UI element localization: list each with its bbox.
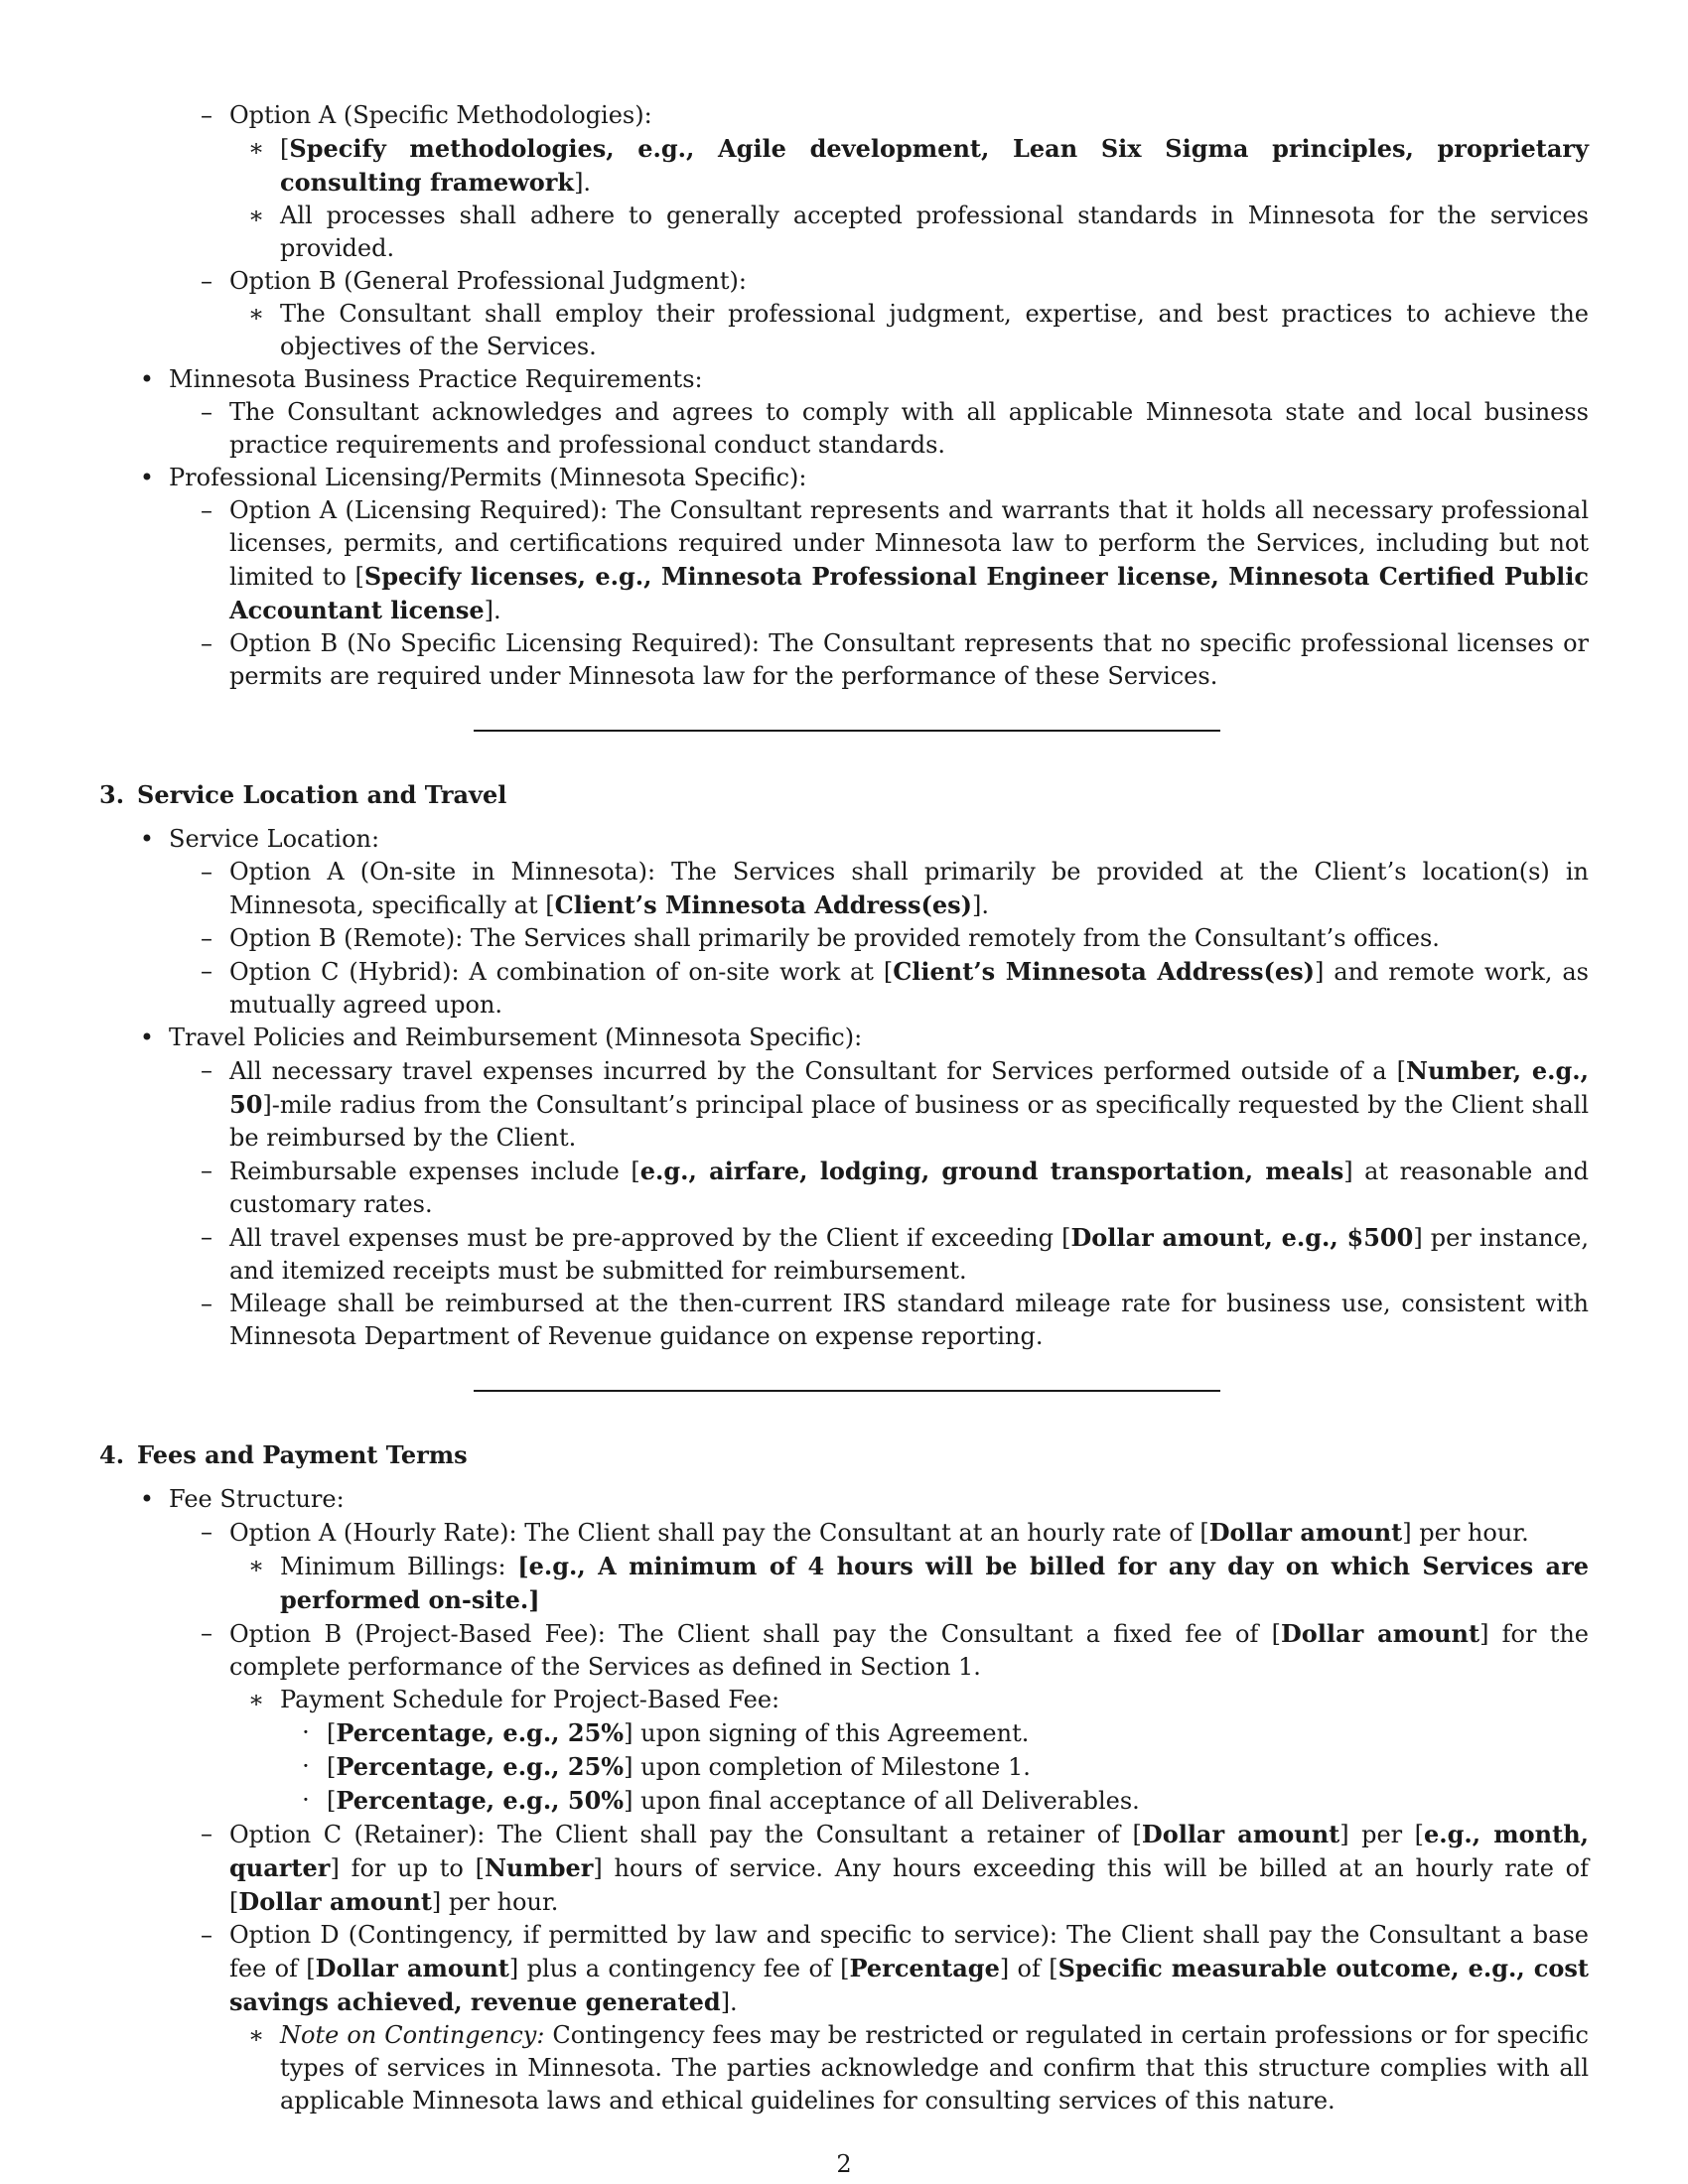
asterisk-marker: ∗ [247, 1552, 265, 1579]
list-item: – Option B (Project-Based Fee): The Client shall pay the Consultant a fixed fee of [Dollar amount] for the complete performance of the Services as defined in Section 1. [99, 1617, 1589, 1684]
dot-marker: · [302, 1718, 310, 1746]
bullet-marker: • [139, 825, 155, 853]
document-page [99, 99, 1589, 2117]
dash-marker: – [201, 101, 212, 129]
list-item: – All necessary travel expenses incurred by the Consultant for Services performed outside of a [Number, e.g., 50]-mile radius from the Consultant’s principal place of business or as specifically requested by the Client shall be reimbursed by the Client. [99, 1054, 1589, 1155]
list-item: – Option A (Specific Methodologies): [99, 99, 1589, 132]
dash-marker: – [201, 858, 212, 886]
dash-marker: – [201, 496, 212, 524]
list-item: • Professional Licensing/Permits (Minnesota Specific): [99, 462, 1589, 494]
list-item: ∗ Minimum Billings: [e.g., A minimum of 4 hours will be billed for any day on which Services are performed on-site.] [99, 1550, 1589, 1617]
section-heading: 3. Service Location and Travel [99, 780, 507, 809]
bullet-marker: • [139, 1485, 155, 1513]
bullet-marker: • [139, 365, 155, 393]
dash-marker: – [201, 1290, 212, 1317]
dot-marker: · [302, 1752, 310, 1780]
list-item: – Option C (Retainer): The Client shall pay the Consultant a retainer of [Dollar amount] per [e.g., month, quarter] for up to [Number] hours of service. Any hours exceeding this will be billed at an hourly rate of [Dollar amount] per hour. [99, 1818, 1589, 1919]
asterisk-marker: ∗ [247, 134, 265, 162]
list-item: · [Percentage, e.g., 25%] upon signing of this Agreement. [99, 1716, 1589, 1750]
dash-marker: – [201, 1921, 212, 1949]
list-item: ∗ [Specify methodologies, e.g., Agile development, Lean Six Sigma principles, proprietary consulting framework]. [99, 132, 1589, 200]
dash-marker: – [201, 924, 212, 952]
list-item: – Mileage shall be reimbursed at the then-current IRS standard mileage rate for business use, consistent with Minnesota Department of Revenue guidance on expense reporting. [99, 1288, 1589, 1353]
list-item: • Minnesota Business Practice Requirements: [99, 363, 1589, 396]
dash-marker: – [201, 398, 212, 426]
page-number: 2 [836, 2150, 852, 2178]
bullet-marker: • [139, 464, 155, 491]
asterisk-marker: ∗ [247, 1686, 265, 1713]
asterisk-marker: ∗ [247, 202, 265, 229]
list-item: – All travel expenses must be pre-approved by the Client if exceeding [Dollar amount, e.g., $500] per instance, and itemized receipts must be submitted for reimbursement. [99, 1221, 1589, 1288]
list-item: • Service Location: [99, 823, 1589, 856]
list-item: ∗ The Consultant shall employ their professional judgment, expertise, and best practices to achieve the objectives of the Services. [99, 298, 1589, 363]
section-divider [474, 730, 1220, 732]
bullet-marker: • [139, 1024, 155, 1051]
list-item: – Option D (Contingency, if permitted by law and specific to service): The Client shall pay the Consultant a base fee of [Dollar amount] plus a contingency fee of [Percentage] of [Specific measurable outcome, e.g., cost savings achieved, revenue generated]. [99, 1919, 1589, 2019]
list-item: – Option B (No Specific Licensing Required): The Consultant represents that no specific professional licenses or permits are required under Minnesota law for the performance of these Services. [99, 627, 1589, 693]
list-item: • Fee Structure: [99, 1483, 1589, 1516]
list-item: – Option A (On-site in Minnesota): The Services shall primarily be provided at the Client’s location(s) in Minnesota, specifically at [Client’s Minnesota Address(es)]. [99, 856, 1589, 922]
list-item: – The Consultant acknowledges and agrees to comply with all applicable Minnesota state and local business practice requirements and professional conduct standards. [99, 396, 1589, 462]
list-item: – Option C (Hybrid): A combination of on-site work at [Client’s Minnesota Address(es)] and remote work, as mutually agreed upon. [99, 955, 1589, 1022]
dash-marker: – [201, 267, 212, 295]
list-item: ∗ Note on Contingency: Contingency fees may be restricted or regulated in certain professions or for specific types of services in Minnesota. The parties acknowledge and confirm that this structure complies with all applicable Minnesota laws and ethical guidelines for consulting services of this nature. [99, 2019, 1589, 2117]
dash-marker: – [201, 1223, 212, 1251]
dot-marker: · [302, 1786, 310, 1814]
list-item: – Option A (Licensing Required): The Consultant represents and warrants that it holds all necessary professional licenses, permits, and certifications required under Minnesota law to perform the Services, including but not limited to [Specify licenses, e.g., Minnesota Professional Engineer license, Minnesota Certified Public Accountant license]. [99, 494, 1589, 627]
dash-marker: – [201, 1518, 212, 1546]
list-item: – Reimbursable expenses include [e.g., airfare, lodging, ground transportation, meals] at reasonable and customary rates. [99, 1155, 1589, 1221]
dash-marker: – [201, 1056, 212, 1084]
dash-marker: – [201, 957, 212, 985]
list-item: • Travel Policies and Reimbursement (Minnesota Specific): [99, 1022, 1589, 1054]
list-item: · [Percentage, e.g., 50%] upon final acceptance of all Deliverables. [99, 1784, 1589, 1818]
list-item: – Option B (General Professional Judgment): [99, 265, 1589, 298]
list-item: ∗ Payment Schedule for Project-Based Fee: [99, 1684, 1589, 1716]
dash-marker: – [201, 1619, 212, 1647]
list-item: – Option B (Remote): The Services shall primarily be provided remotely from the Consultant’s offices. [99, 922, 1589, 955]
section-divider [474, 1390, 1220, 1392]
asterisk-marker: ∗ [247, 300, 265, 328]
list-item: · [Percentage, e.g., 25%] upon completion of Milestone 1. [99, 1750, 1589, 1784]
list-item: ∗ All processes shall adhere to generally accepted professional standards in Minnesota for the services provided. [99, 200, 1589, 265]
section-heading: 4. Fees and Payment Terms [99, 1440, 468, 1469]
dash-marker: – [201, 1157, 212, 1184]
dash-marker: – [201, 629, 212, 657]
list-item: – Option A (Hourly Rate): The Client shall pay the Consultant at an hourly rate of [Dollar amount] per hour. [99, 1516, 1589, 1550]
dash-marker: – [201, 1820, 212, 1847]
asterisk-marker: ∗ [247, 2021, 265, 2049]
